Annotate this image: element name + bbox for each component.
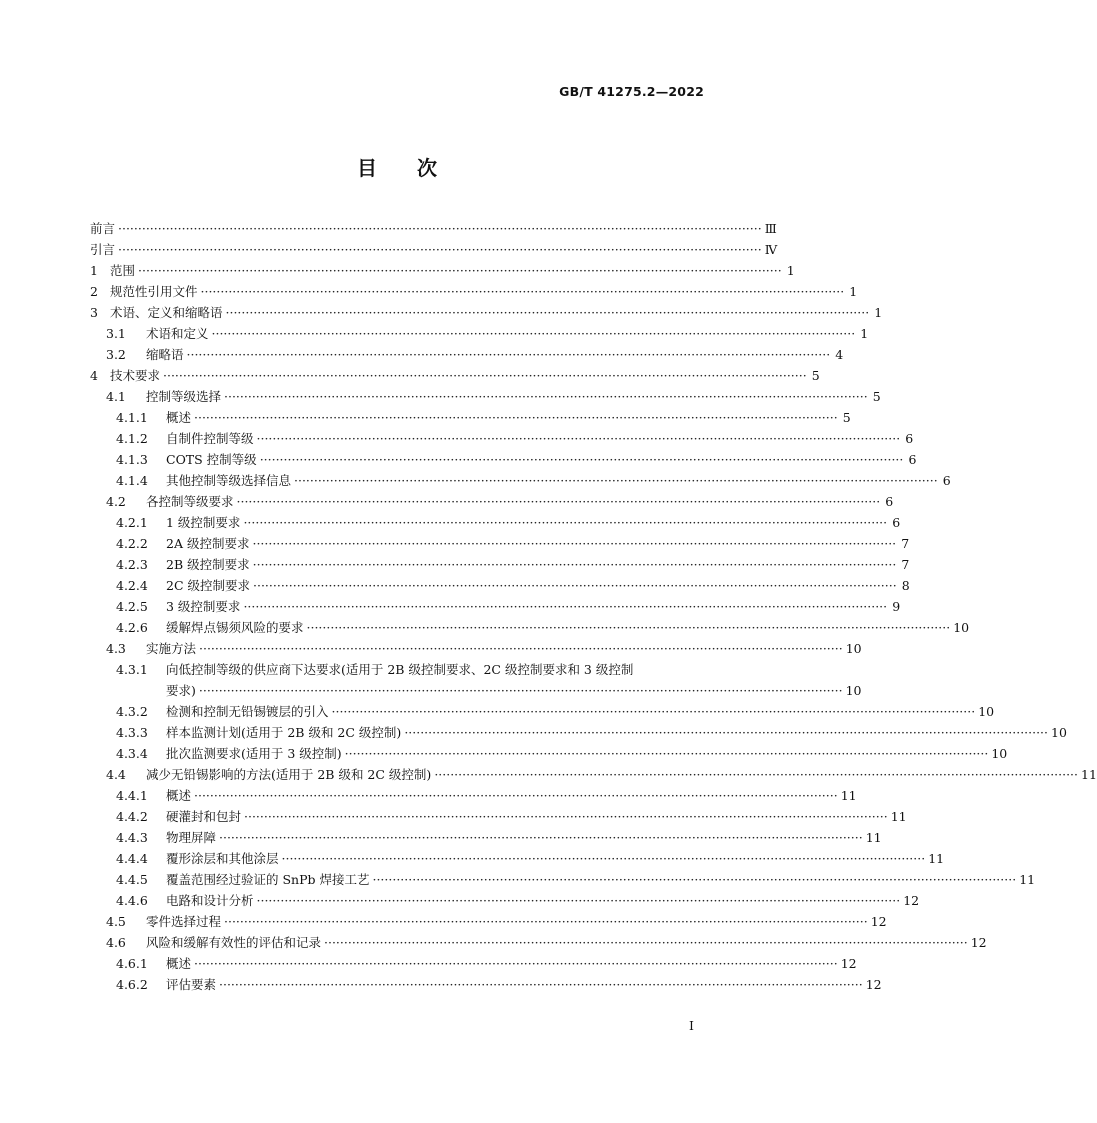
toc-leader-dots	[332, 701, 976, 722]
toc-entry-number: 4	[90, 368, 98, 383]
toc-leader-dots	[253, 554, 897, 575]
toc-leader-dots	[201, 281, 845, 302]
toc-entry-number: 3.1	[106, 326, 126, 341]
table-of-contents	[90, 218, 1097, 995]
toc-leader-dots	[163, 365, 807, 386]
toc-entry-number: 4.5	[106, 914, 126, 929]
toc-entry-title: 技术要求	[110, 368, 161, 383]
toc-entry-title: 各控制等级要求	[146, 494, 234, 509]
toc-leader-dots	[372, 869, 1016, 890]
toc-entry-page: 7	[901, 536, 910, 551]
toc-entry[interactable]	[90, 554, 910, 575]
toc-leader-dots	[253, 575, 897, 596]
toc-entry[interactable]	[90, 218, 777, 239]
toc-leader-dots	[294, 470, 938, 491]
toc-entry[interactable]	[90, 764, 1097, 785]
toc-entry-page: 6	[942, 473, 951, 488]
toc-entry-number: 4.6	[106, 935, 126, 950]
toc-entry-number: 4.3.2	[116, 704, 148, 719]
toc-entry-page: 12	[840, 956, 857, 971]
toc-entry-page: Ⅲ	[764, 221, 777, 236]
toc-entry-page: 6	[885, 494, 894, 509]
toc-entry-number: 4.2.3	[116, 557, 148, 572]
toc-leader-dots	[199, 680, 843, 701]
toc-entry-number: 4.2.5	[116, 599, 148, 614]
toc-entry-page: 1	[849, 284, 858, 299]
toc-entry[interactable]	[90, 806, 907, 827]
toc-entry-title: 覆盖范围经过验证的 SnPb 焊接工艺	[166, 872, 370, 887]
toc-entry-number: 2	[90, 284, 98, 299]
toc-entry-page: 11	[928, 851, 945, 866]
toc-entry-title: 评估要素	[166, 977, 217, 992]
toc-entry-title: 向低控制等级的供应商下达要求(适用于 2B 级控制要求、2C 级控制要求和 3 级控制	[166, 662, 634, 677]
toc-entry-page: 12	[970, 935, 987, 950]
toc-entry-title: 2B 级控制要求	[166, 557, 250, 572]
toc-leader-dots	[199, 638, 843, 659]
toc-leader-dots	[237, 491, 881, 512]
toc-entry[interactable]	[90, 953, 857, 974]
toc-entry-number: 4.4.2	[116, 809, 148, 824]
toc-entry-title: 术语、定义和缩略语	[110, 305, 223, 320]
toc-leader-dots	[434, 764, 1078, 785]
toc-entry-page: 6	[892, 515, 901, 530]
toc-entry-title: 2A 级控制要求	[166, 536, 250, 551]
toc-entry-number: 4.2.4	[116, 578, 148, 593]
toc-entry-number: 3.2	[106, 347, 126, 362]
toc-entry-title: 概述	[166, 410, 192, 425]
toc-entry-title: 批次监测要求(适用于 3 级控制)	[166, 746, 342, 761]
toc-entry-page: 1	[786, 263, 795, 278]
toc-leader-dots	[219, 974, 863, 995]
toc-entry-number: 4.4.1	[116, 788, 148, 803]
toc-entry[interactable]	[90, 260, 795, 281]
toc-entry-page: 4	[835, 347, 844, 362]
toc-entry-number: 4.4.4	[116, 851, 148, 866]
toc-entry[interactable]	[90, 491, 894, 512]
toc-entry-page: 11	[890, 809, 907, 824]
toc-entry-page: 8	[901, 578, 910, 593]
toc-entry[interactable]	[90, 659, 704, 680]
toc-entry-title: 硬灌封和包封	[166, 809, 242, 824]
toc-entry-number: 4.4.3	[116, 830, 148, 845]
toc-entry[interactable]	[90, 722, 1067, 743]
toc-leader-dots	[257, 428, 901, 449]
toc-entry[interactable]	[90, 848, 945, 869]
toc-entry-number: 4.3.1	[116, 662, 148, 677]
toc-entry-title: 样本监测计划(适用于 2B 级和 2C 级控制)	[166, 725, 402, 740]
toc-entry-title: 风险和缓解有效性的评估和记录	[146, 935, 322, 950]
standard-code: GB/T 41275.2—2022	[559, 84, 704, 99]
toc-leader-dots	[243, 512, 887, 533]
toc-leader-dots	[224, 386, 868, 407]
toc-leader-dots	[252, 533, 896, 554]
toc-entry-title: 前言	[90, 221, 116, 236]
toc-entry[interactable]	[90, 323, 869, 344]
toc-entry-title: 术语和定义	[146, 326, 209, 341]
toc-leader-dots	[260, 449, 904, 470]
toc-entry-title-continued: 要求)	[166, 683, 196, 698]
toc-entry-number: 3	[90, 305, 98, 320]
toc-leader-dots	[226, 302, 870, 323]
toc-entry-title: 自制件控制等级	[166, 431, 254, 446]
toc-entry[interactable]	[90, 743, 1008, 764]
toc-entry-title: 实施方法	[146, 641, 197, 656]
toc-entry-page: 11	[1019, 872, 1036, 887]
toc-entry-page: 11	[840, 788, 857, 803]
toc-entry-number: 4.4	[106, 767, 126, 782]
toc-leader-dots	[194, 407, 838, 428]
toc-entry-page: 1	[874, 305, 883, 320]
toc-leader-dots	[118, 218, 762, 239]
toc-entry-page: 10	[1051, 725, 1067, 740]
toc-leader-dots	[282, 848, 926, 869]
toc-entry-title: 3 级控制要求	[166, 599, 241, 614]
toc-entry-page: 12	[903, 893, 920, 908]
toc-entry[interactable]	[90, 407, 851, 428]
toc-entry-title: 2C 级控制要求	[166, 578, 250, 593]
toc-entry[interactable]	[90, 239, 778, 260]
toc-entry-page: 5	[872, 389, 881, 404]
toc-leader-dots	[404, 722, 1048, 743]
toc-leader-dots	[324, 932, 968, 953]
toc-entry-page: 10	[845, 641, 862, 656]
toc-entry[interactable]	[90, 533, 910, 554]
toc-entry-number: 4.1.2	[116, 431, 148, 446]
toc-entry[interactable]	[90, 302, 883, 323]
toc-leader-dots	[257, 890, 901, 911]
toc-entry-page: 12	[865, 977, 882, 992]
toc-entry-number: 4.2.1	[116, 515, 148, 530]
toc-entry-number: 4.3.3	[116, 725, 148, 740]
toc-entry-number: 4.1.4	[116, 473, 148, 488]
toc-entry[interactable]	[90, 701, 995, 722]
toc-entry[interactable]	[90, 512, 901, 533]
page-title	[0, 152, 794, 181]
toc-leader-dots	[345, 743, 989, 764]
toc-entry[interactable]	[90, 596, 901, 617]
toc-entry-number: 1	[90, 263, 98, 278]
toc-entry-page: 1	[860, 326, 869, 341]
page-number: I	[689, 1018, 694, 1033]
toc-leader-dots	[243, 596, 887, 617]
toc-entry[interactable]	[90, 365, 820, 386]
toc-entry-title: COTS 控制等级	[166, 452, 257, 467]
toc-entry[interactable]	[90, 281, 858, 302]
toc-entry-title: 检测和控制无铅锡镀层的引入	[166, 704, 329, 719]
toc-leader-dots	[194, 785, 838, 806]
toc-entry-page: 5	[811, 368, 820, 383]
toc-entry-page: 11	[1081, 767, 1097, 782]
toc-entry-title: 规范性引用文件	[110, 284, 198, 299]
toc-entry[interactable]	[90, 869, 1036, 890]
toc-entry-number: 4.1.1	[116, 410, 148, 425]
toc-entry-title: 控制等级选择	[146, 389, 222, 404]
toc-entry[interactable]	[90, 344, 844, 365]
toc-entry[interactable]	[90, 974, 882, 995]
toc-entry[interactable]	[90, 932, 987, 953]
toc-leader-dots	[219, 827, 863, 848]
toc-leader-dots	[118, 239, 762, 260]
toc-entry-page: 5	[842, 410, 851, 425]
toc-leader-dots	[307, 617, 951, 638]
toc-entry-page: Ⅳ	[764, 242, 778, 257]
toc-entry-title: 其他控制等级选择信息	[166, 473, 292, 488]
toc-entry-title: 零件选择过程	[146, 914, 222, 929]
toc-entry-title: 1 级控制要求	[166, 515, 241, 530]
toc-entry[interactable]	[90, 449, 917, 470]
toc-entry-page: 12	[870, 914, 887, 929]
toc-entry-number: 4.2.2	[116, 536, 148, 551]
toc-entry[interactable]	[90, 827, 882, 848]
toc-entry-page: 11	[865, 830, 882, 845]
toc-entry-number: 4.1	[106, 389, 126, 404]
toc-entry[interactable]	[90, 428, 914, 449]
toc-entry-number: 4.6.1	[116, 956, 148, 971]
toc-entry-page: 9	[892, 599, 901, 614]
toc-entry-page: 7	[901, 557, 910, 572]
toc-entry-page: 6	[905, 431, 914, 446]
toc-entry-number: 4.3	[106, 641, 126, 656]
toc-leader-dots	[187, 344, 831, 365]
title-char-1: 目	[357, 156, 377, 180]
toc-entry[interactable]	[90, 911, 887, 932]
toc-entry-page: 10	[978, 704, 995, 719]
toc-entry-title: 物理屏障	[166, 830, 217, 845]
title-char-2: 次	[417, 156, 437, 180]
toc-entry-title: 概述	[166, 956, 192, 971]
toc-entry[interactable]	[90, 638, 862, 659]
toc-entry-page: 6	[908, 452, 917, 467]
toc-entry[interactable]	[90, 386, 881, 407]
toc-entry-title: 概述	[166, 788, 192, 803]
toc-entry[interactable]	[90, 575, 910, 596]
toc-entry-title: 缩略语	[146, 347, 184, 362]
toc-entry-number: 4.4.5	[116, 872, 148, 887]
toc-entry[interactable]	[90, 617, 970, 638]
toc-entry[interactable]	[90, 785, 857, 806]
toc-entry-title: 覆形涂层和其他涂层	[166, 851, 279, 866]
toc-entry-number: 4.2.6	[116, 620, 148, 635]
toc-entry-number: 4.6.2	[116, 977, 148, 992]
toc-entry-continuation[interactable]	[90, 680, 862, 701]
toc-leader-dots	[224, 911, 868, 932]
toc-leader-dots	[212, 323, 856, 344]
toc-entry-number: 4.1.3	[116, 452, 148, 467]
toc-leader-dots	[194, 953, 838, 974]
toc-entry-title: 引言	[90, 242, 116, 257]
toc-entry[interactable]	[90, 470, 951, 491]
toc-entry-title: 缓解焊点锡须风险的要求	[166, 620, 304, 635]
toc-entry-title: 电路和设计分析	[166, 893, 254, 908]
toc-entry[interactable]	[90, 890, 920, 911]
toc-entry-page: 10	[953, 620, 970, 635]
toc-entry-page: 10	[991, 746, 1008, 761]
toc-leader-dots	[138, 260, 782, 281]
toc-leader-dots	[244, 806, 888, 827]
toc-entry-number: 4.3.4	[116, 746, 148, 761]
toc-entry-number: 4.4.6	[116, 893, 148, 908]
toc-entry-number: 4.2	[106, 494, 126, 509]
toc-entry-title: 减少无铅锡影响的方法(适用于 2B 级和 2C 级控制)	[146, 767, 432, 782]
toc-entry-page: 10	[845, 683, 862, 698]
toc-entry-title: 范围	[110, 263, 136, 278]
